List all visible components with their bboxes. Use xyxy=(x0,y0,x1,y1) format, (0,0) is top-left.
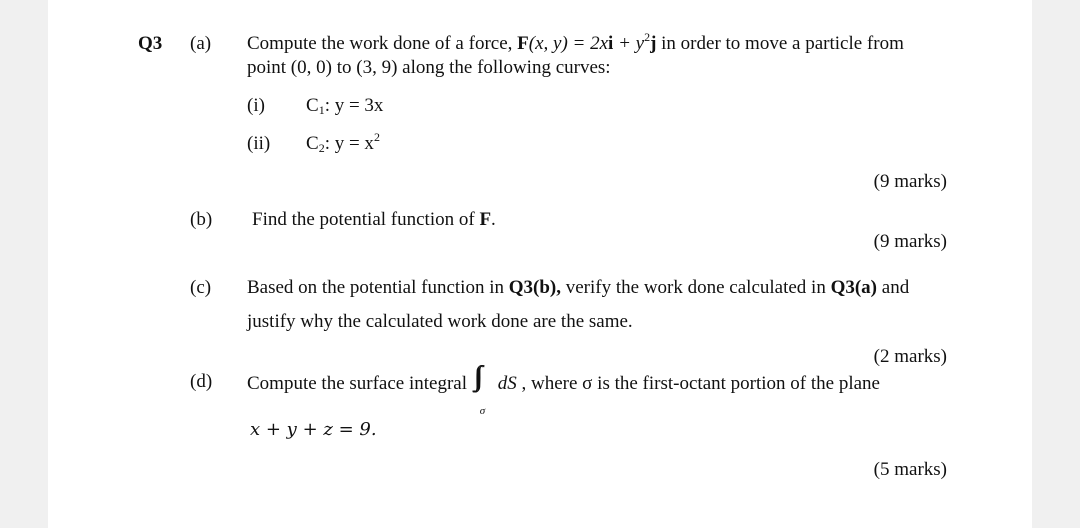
plane-equation: x + y + z = 9. xyxy=(250,419,377,440)
part-d-marks: (5 marks) xyxy=(873,459,947,480)
curve-2-name: C xyxy=(306,133,319,154)
part-b-force: F xyxy=(479,209,492,230)
force-args: (x, y) = 2x xyxy=(528,33,609,54)
part-a-label: (a) xyxy=(190,33,212,54)
part-c-line2: justify why the calculated work done are the same. xyxy=(247,311,633,332)
part-c-line1-mid: verify the work done calculated in xyxy=(560,277,831,298)
curve-2-eq: : y = x xyxy=(324,133,374,154)
curve-2-label: (ii) xyxy=(247,133,271,154)
double-integral-sign: ∫∫ xyxy=(473,360,478,392)
curve-1-sub: 1 xyxy=(318,103,325,117)
surface-integral-symbol xyxy=(472,360,498,417)
integrand-ds: dS xyxy=(497,373,517,394)
y-exponent: 2 xyxy=(644,30,651,44)
part-d-line1 xyxy=(247,360,880,417)
curve-1-label: (i) xyxy=(247,95,265,116)
part-a-line2: point (0, 0) to (3, 9) along the following curves: xyxy=(247,57,611,78)
part-c-line1-post: and xyxy=(877,277,910,298)
part-b-marks: (9 marks) xyxy=(873,231,947,252)
force-plus-y: + y xyxy=(613,33,645,54)
part-d-line1-post: , where σ is the first-octant portion of the plane xyxy=(516,373,880,394)
curve-2-sub: 2 xyxy=(318,141,325,155)
curve-1-eq: : y = 3x xyxy=(324,95,384,116)
part-a-line1-post: in order to move a particle from xyxy=(656,33,904,54)
part-a-marks: (9 marks) xyxy=(873,171,947,192)
curve-2-exp: 2 xyxy=(373,130,380,144)
part-d-label: (d) xyxy=(190,371,213,392)
part-a-line1 xyxy=(247,32,904,57)
part-c-line1-pre: Based on the potential function in xyxy=(247,277,509,298)
part-a-line1-pre: Compute the work done of a force, xyxy=(247,33,518,54)
part-d-line1-pre: Compute the surface integral xyxy=(247,373,472,394)
part-c-marks: (2 marks) xyxy=(873,346,947,367)
part-b-text-post: . xyxy=(491,209,496,230)
integral-region: σ xyxy=(479,404,486,417)
curve-1 xyxy=(306,94,383,119)
curve-2 xyxy=(306,132,380,157)
part-c-ref-b: Q3(b), xyxy=(508,277,561,298)
part-c-label: (c) xyxy=(190,277,212,298)
unit-j: j xyxy=(650,33,657,54)
unit-i: i xyxy=(608,33,614,54)
curve-1-name: C xyxy=(306,95,319,116)
force-symbol: F xyxy=(517,33,529,54)
part-c-line1 xyxy=(247,276,909,300)
part-b-text-pre: Find the potential function of xyxy=(252,209,480,230)
part-c-ref-a: Q3(a) xyxy=(830,277,878,298)
question-number: Q3 xyxy=(138,33,163,54)
part-b-text xyxy=(252,208,496,232)
part-b-label: (b) xyxy=(190,209,213,230)
